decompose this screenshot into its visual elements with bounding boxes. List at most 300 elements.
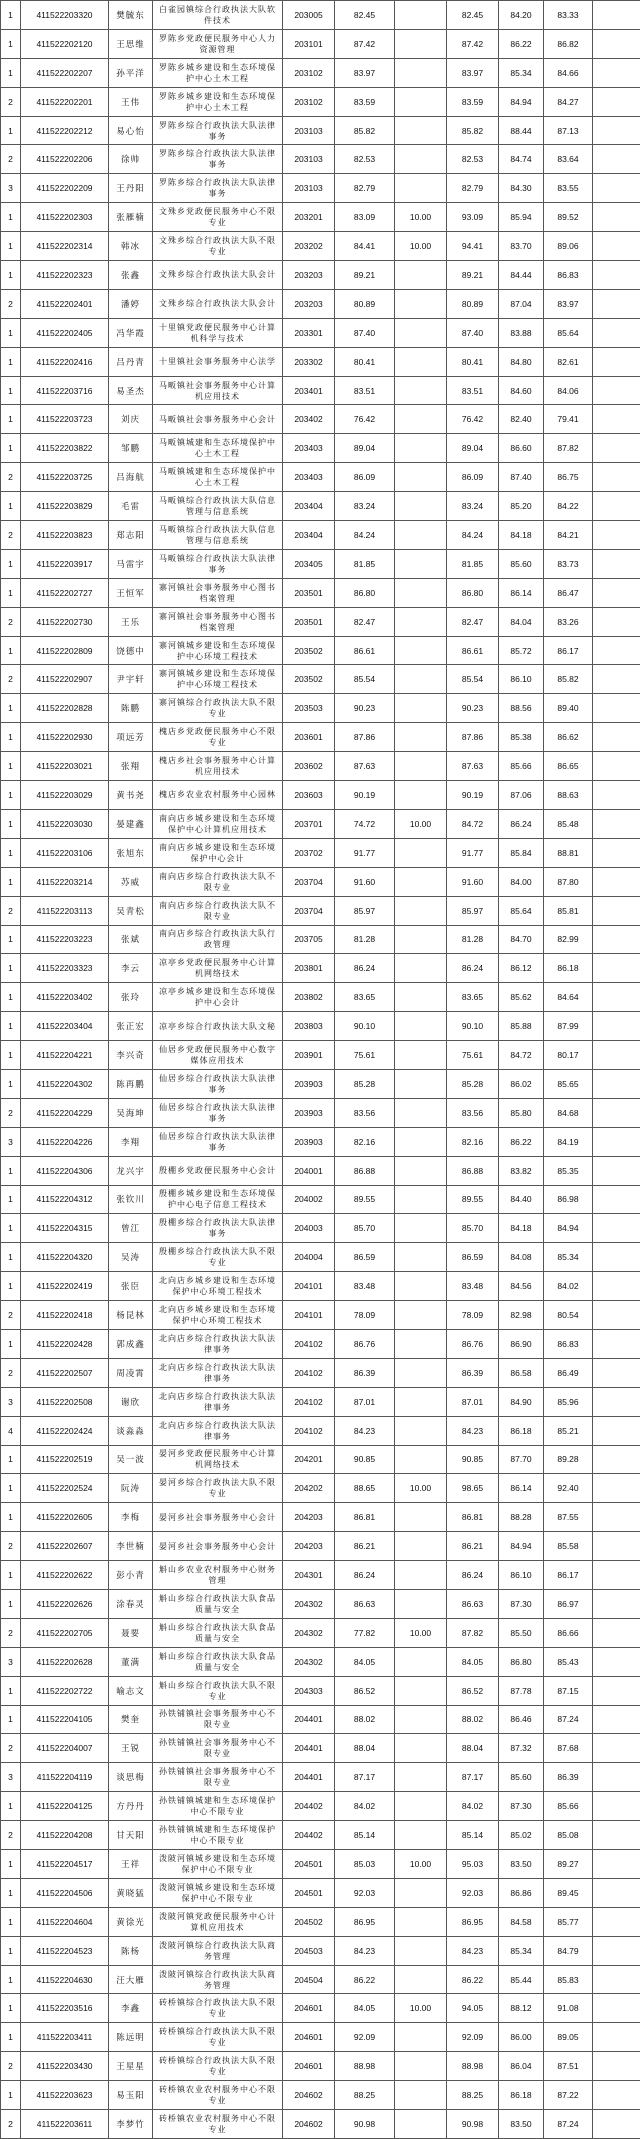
written-total-cell: 87.42 xyxy=(447,29,499,58)
bonus-points-cell xyxy=(395,87,447,116)
rank-cell: 1 xyxy=(1,1,21,30)
bonus-points-cell xyxy=(395,954,447,983)
remark-cell xyxy=(593,1185,640,1214)
rank-cell: 2 xyxy=(1,1734,21,1763)
interview-score-cell: 84.18 xyxy=(499,1214,544,1243)
exam-number-cell: 411522203402 xyxy=(21,983,109,1012)
exam-number-cell: 411522204306 xyxy=(21,1156,109,1185)
position-code-cell: 203101 xyxy=(283,29,335,58)
interview-score-cell: 84.58 xyxy=(499,1907,544,1936)
position-code-cell: 203903 xyxy=(283,1127,335,1156)
position-code-cell: 203103 xyxy=(283,174,335,203)
written-score-cell: 83.24 xyxy=(335,492,395,521)
position-cell: 仙居乡党政便民服务中心数字媒体应用技术 xyxy=(153,1041,283,1070)
position-code-cell: 204203 xyxy=(283,1532,335,1561)
written-score-cell: 82.45 xyxy=(335,1,395,30)
exam-number-cell: 411522202730 xyxy=(21,607,109,636)
remark-cell xyxy=(593,1936,640,1965)
position-code-cell: 203901 xyxy=(283,1041,335,1070)
remark-cell xyxy=(593,1041,640,1070)
rank-cell: 1 xyxy=(1,2081,21,2110)
position-code-cell: 203502 xyxy=(283,665,335,694)
written-total-cell: 85.54 xyxy=(447,665,499,694)
final-score-cell: 84.79 xyxy=(544,1936,593,1965)
bonus-points-cell xyxy=(395,174,447,203)
final-score-cell: 80.54 xyxy=(544,1301,593,1330)
written-total-cell: 94.41 xyxy=(447,232,499,261)
rank-cell: 1 xyxy=(1,1589,21,1618)
position-code-cell: 203501 xyxy=(283,607,335,636)
interview-score-cell: 86.18 xyxy=(499,2081,544,2110)
name-cell: 李鑫 xyxy=(109,1994,153,2023)
written-score-cell: 87.40 xyxy=(335,318,395,347)
position-code-cell: 203903 xyxy=(283,1069,335,1098)
interview-score-cell: 85.20 xyxy=(499,492,544,521)
written-score-cell: 85.54 xyxy=(335,665,395,694)
rank-cell: 2 xyxy=(1,521,21,550)
name-cell: 易圣杰 xyxy=(109,376,153,405)
position-code-cell: 204101 xyxy=(283,1272,335,1301)
bonus-points-cell xyxy=(395,549,447,578)
table-row xyxy=(1,2081,640,2110)
bonus-points-cell: 10.00 xyxy=(395,203,447,232)
written-total-cell: 88.98 xyxy=(447,2052,499,2081)
written-total-cell: 87.40 xyxy=(447,318,499,347)
remark-cell xyxy=(593,1301,640,1330)
remark-cell xyxy=(593,347,640,376)
bonus-points-cell xyxy=(395,925,447,954)
position-cell: 砖桥镇农业农村服务中心不限专业 xyxy=(153,2110,283,2139)
written-total-cell: 87.63 xyxy=(447,752,499,781)
position-cell: 孙铁铺镇社会事务服务中心不限专业 xyxy=(153,1705,283,1734)
position-cell: 马畈镇城建和生态环境保护中心土木工程 xyxy=(153,463,283,492)
written-total-cell: 93.09 xyxy=(447,203,499,232)
interview-score-cell: 88.28 xyxy=(499,1503,544,1532)
written-total-cell: 90.10 xyxy=(447,1012,499,1041)
final-score-cell: 83.26 xyxy=(544,607,593,636)
final-score-cell: 86.49 xyxy=(544,1358,593,1387)
table-row xyxy=(1,434,640,463)
remark-cell xyxy=(593,1214,640,1243)
table-row xyxy=(1,1994,640,2023)
written-total-cell: 90.23 xyxy=(447,694,499,723)
rank-cell: 2 xyxy=(1,2110,21,2139)
written-score-cell: 82.79 xyxy=(335,174,395,203)
final-score-cell: 86.39 xyxy=(544,1763,593,1792)
bonus-points-cell xyxy=(395,1243,447,1272)
position-code-cell: 203401 xyxy=(283,376,335,405)
position-cell: 马畈镇综合行政执法大队信息管理与信息系统 xyxy=(153,521,283,550)
interview-score-cell: 85.72 xyxy=(499,636,544,665)
rank-cell: 1 xyxy=(1,58,21,87)
position-code-cell: 204102 xyxy=(283,1416,335,1445)
table-row xyxy=(1,463,640,492)
position-code-cell: 204004 xyxy=(283,1243,335,1272)
position-cell: 仙居乡综合行政执法大队法律事务 xyxy=(153,1127,283,1156)
position-cell: 十里镇社会事务服务中心法学 xyxy=(153,347,283,376)
rank-cell: 1 xyxy=(1,347,21,376)
remark-cell xyxy=(593,954,640,983)
rank-cell: 1 xyxy=(1,1243,21,1272)
table-row xyxy=(1,347,640,376)
remark-cell xyxy=(593,58,640,87)
rank-cell: 1 xyxy=(1,636,21,665)
exam-number-cell: 411522202607 xyxy=(21,1532,109,1561)
rank-cell: 1 xyxy=(1,1069,21,1098)
written-score-cell: 86.63 xyxy=(335,1589,395,1618)
name-cell: 王伟 xyxy=(109,87,153,116)
final-score-cell: 85.64 xyxy=(544,318,593,347)
name-cell: 谈淼淼 xyxy=(109,1416,153,1445)
remark-cell xyxy=(593,1792,640,1821)
position-cell: 晏河乡社会事务服务中心会计 xyxy=(153,1532,283,1561)
rank-cell: 2 xyxy=(1,1098,21,1127)
interview-score-cell: 86.46 xyxy=(499,1705,544,1734)
position-code-cell: 204001 xyxy=(283,1156,335,1185)
table-row xyxy=(1,781,640,810)
interview-score-cell: 85.66 xyxy=(499,752,544,781)
bonus-points-cell xyxy=(395,694,447,723)
remark-cell xyxy=(593,1878,640,1907)
rank-cell: 1 xyxy=(1,2023,21,2052)
written-total-cell: 83.56 xyxy=(447,1098,499,1127)
exam-number-cell: 411522203411 xyxy=(21,2023,109,2052)
remark-cell xyxy=(593,1821,640,1850)
position-code-cell: 203405 xyxy=(283,549,335,578)
rank-cell: 2 xyxy=(1,896,21,925)
name-cell: 毛雷 xyxy=(109,492,153,521)
bonus-points-cell: 10.00 xyxy=(395,1474,447,1503)
table-row xyxy=(1,87,640,116)
final-score-cell: 82.61 xyxy=(544,347,593,376)
interview-score-cell: 84.04 xyxy=(499,607,544,636)
position-cell: 凉亭乡城乡建设和生态环境保护中心会计 xyxy=(153,983,283,1012)
name-cell: 项远芳 xyxy=(109,723,153,752)
position-cell: 北向店乡综合行政执法大队法律事务 xyxy=(153,1329,283,1358)
interview-score-cell: 86.00 xyxy=(499,2023,544,2052)
final-score-cell: 86.97 xyxy=(544,1589,593,1618)
position-code-cell: 203801 xyxy=(283,954,335,983)
interview-score-cell: 84.08 xyxy=(499,1243,544,1272)
exam-number-cell: 411522204630 xyxy=(21,1965,109,1994)
position-cell: 罗陈乡城乡建设和生态环境保护中心土木工程 xyxy=(153,58,283,87)
position-code-cell: 203903 xyxy=(283,1098,335,1127)
written-total-cell: 84.23 xyxy=(447,1416,499,1445)
interview-score-cell: 86.04 xyxy=(499,2052,544,2081)
interview-score-cell: 86.18 xyxy=(499,1416,544,1445)
position-cell: 寨河镇社会事务服务中心图书档案管理 xyxy=(153,607,283,636)
position-cell: 南向店乡城乡建设和生态环境保护中心会计 xyxy=(153,838,283,867)
bonus-points-cell xyxy=(395,1012,447,1041)
table-row xyxy=(1,1185,640,1214)
exam-number-cell: 411522203516 xyxy=(21,1994,109,2023)
interview-score-cell: 87.04 xyxy=(499,289,544,318)
remark-cell xyxy=(593,2052,640,2081)
position-cell: 晏河乡社会事务服务中心会计 xyxy=(153,1503,283,1532)
name-cell: 张鑫 xyxy=(109,261,153,290)
name-cell: 晏建鑫 xyxy=(109,809,153,838)
final-score-cell: 87.68 xyxy=(544,1734,593,1763)
final-score-cell: 86.17 xyxy=(544,1561,593,1590)
position-code-cell: 203601 xyxy=(283,723,335,752)
name-cell: 郑志阳 xyxy=(109,521,153,550)
bonus-points-cell xyxy=(395,1127,447,1156)
final-score-cell: 84.64 xyxy=(544,983,593,1012)
final-score-cell: 89.28 xyxy=(544,1445,593,1474)
interview-score-cell: 88.56 xyxy=(499,694,544,723)
bonus-points-cell xyxy=(395,289,447,318)
exam-number-cell: 411522204604 xyxy=(21,1907,109,1936)
final-score-cell: 85.81 xyxy=(544,896,593,925)
position-code-cell: 203404 xyxy=(283,521,335,550)
rank-cell: 2 xyxy=(1,1821,21,1850)
final-score-cell: 85.77 xyxy=(544,1907,593,1936)
written-score-cell: 85.28 xyxy=(335,1069,395,1098)
table-row xyxy=(1,145,640,174)
position-code-cell: 204302 xyxy=(283,1589,335,1618)
written-total-cell: 87.17 xyxy=(447,1763,499,1792)
interview-score-cell: 84.40 xyxy=(499,1185,544,1214)
position-cell: 马畈镇城建和生态环境保护中心土木工程 xyxy=(153,434,283,463)
written-score-cell: 83.59 xyxy=(335,87,395,116)
exam-number-cell: 411522204007 xyxy=(21,1734,109,1763)
table-row xyxy=(1,1098,640,1127)
position-cell: 北向店乡综合行政执法大队法律事务 xyxy=(153,1358,283,1387)
rank-cell: 1 xyxy=(1,1503,21,1532)
table-row xyxy=(1,1214,640,1243)
written-score-cell: 82.16 xyxy=(335,1127,395,1156)
exam-number-cell: 411522202907 xyxy=(21,665,109,694)
interview-score-cell: 86.02 xyxy=(499,1069,544,1098)
remark-cell xyxy=(593,1416,640,1445)
written-score-cell: 85.70 xyxy=(335,1214,395,1243)
name-cell: 黄晓猛 xyxy=(109,1878,153,1907)
final-score-cell: 87.15 xyxy=(544,1676,593,1705)
remark-cell xyxy=(593,896,640,925)
interview-score-cell: 82.98 xyxy=(499,1301,544,1330)
written-score-cell: 83.65 xyxy=(335,983,395,1012)
remark-cell xyxy=(593,1532,640,1561)
final-score-cell: 89.45 xyxy=(544,1878,593,1907)
bonus-points-cell xyxy=(395,116,447,145)
interview-score-cell: 84.18 xyxy=(499,521,544,550)
interview-score-cell: 85.60 xyxy=(499,1763,544,1792)
written-score-cell: 86.88 xyxy=(335,1156,395,1185)
final-score-cell: 85.83 xyxy=(544,1965,593,1994)
table-row xyxy=(1,1474,640,1503)
name-cell: 邹鹏 xyxy=(109,434,153,463)
written-score-cell: 86.24 xyxy=(335,1561,395,1590)
interview-score-cell: 87.40 xyxy=(499,463,544,492)
final-score-cell: 83.64 xyxy=(544,145,593,174)
position-cell: 斛山乡综合行政执法大队食品质量与安全 xyxy=(153,1618,283,1647)
interview-score-cell: 86.10 xyxy=(499,665,544,694)
bonus-points-cell xyxy=(395,2081,447,2110)
written-score-cell: 83.09 xyxy=(335,203,395,232)
position-cell: 殷棚乡党政便民服务中心会计 xyxy=(153,1156,283,1185)
remark-cell xyxy=(593,1676,640,1705)
interview-score-cell: 87.30 xyxy=(499,1589,544,1618)
written-score-cell: 86.59 xyxy=(335,1243,395,1272)
table-row xyxy=(1,289,640,318)
bonus-points-cell xyxy=(395,463,447,492)
rank-cell: 2 xyxy=(1,665,21,694)
exam-number-cell: 411522204315 xyxy=(21,1214,109,1243)
position-code-cell: 204401 xyxy=(283,1763,335,1792)
written-total-cell: 90.85 xyxy=(447,1445,499,1474)
name-cell: 陈再鹏 xyxy=(109,1069,153,1098)
final-score-cell: 89.52 xyxy=(544,203,593,232)
rank-cell: 1 xyxy=(1,925,21,954)
written-score-cell: 83.97 xyxy=(335,58,395,87)
position-code-cell: 204602 xyxy=(283,2081,335,2110)
remark-cell xyxy=(593,925,640,954)
exam-number-cell: 411522203723 xyxy=(21,405,109,434)
table-row xyxy=(1,1272,640,1301)
final-score-cell: 87.55 xyxy=(544,1503,593,1532)
written-total-cell: 82.16 xyxy=(447,1127,499,1156)
bonus-points-cell xyxy=(395,1561,447,1590)
table-row xyxy=(1,1965,640,1994)
remark-cell xyxy=(593,1734,640,1763)
final-score-cell: 85.35 xyxy=(544,1156,593,1185)
table-row xyxy=(1,983,640,1012)
rank-cell: 1 xyxy=(1,1272,21,1301)
position-cell: 罗陈乡城乡建设和生态环境保护中心土木工程 xyxy=(153,87,283,116)
name-cell: 吕丹青 xyxy=(109,347,153,376)
remark-cell xyxy=(593,289,640,318)
remark-cell xyxy=(593,665,640,694)
table-row xyxy=(1,838,640,867)
exam-number-cell: 411522202207 xyxy=(21,58,109,87)
position-code-cell: 203702 xyxy=(283,838,335,867)
bonus-points-cell xyxy=(395,1821,447,1850)
interview-score-cell: 85.64 xyxy=(499,896,544,925)
final-score-cell: 86.17 xyxy=(544,636,593,665)
written-score-cell: 91.77 xyxy=(335,838,395,867)
written-score-cell: 86.80 xyxy=(335,578,395,607)
remark-cell xyxy=(593,376,640,405)
name-cell: 甘天阳 xyxy=(109,1821,153,1850)
rank-cell: 1 xyxy=(1,1907,21,1936)
rank-cell: 1 xyxy=(1,867,21,896)
remark-cell xyxy=(593,636,640,665)
remark-cell xyxy=(593,1243,640,1272)
written-total-cell: 84.05 xyxy=(447,1647,499,1676)
written-score-cell: 88.98 xyxy=(335,2052,395,2081)
bonus-points-cell xyxy=(395,1907,447,1936)
written-total-cell: 87.82 xyxy=(447,1618,499,1647)
name-cell: 王祥 xyxy=(109,1850,153,1879)
bonus-points-cell xyxy=(395,1878,447,1907)
position-cell: 寨河镇社会事务服务中心图书档案管理 xyxy=(153,578,283,607)
rank-cell: 2 xyxy=(1,1618,21,1647)
final-score-cell: 84.22 xyxy=(544,492,593,521)
name-cell: 李兴奇 xyxy=(109,1041,153,1070)
bonus-points-cell xyxy=(395,29,447,58)
interview-score-cell: 85.50 xyxy=(499,1618,544,1647)
bonus-points-cell xyxy=(395,261,447,290)
interview-score-cell: 86.10 xyxy=(499,1561,544,1590)
bonus-points-cell xyxy=(395,405,447,434)
written-total-cell: 94.05 xyxy=(447,1994,499,2023)
bonus-points-cell xyxy=(395,1734,447,1763)
position-code-cell: 204401 xyxy=(283,1734,335,1763)
written-total-cell: 75.61 xyxy=(447,1041,499,1070)
written-score-cell: 91.60 xyxy=(335,867,395,896)
name-cell: 王恒军 xyxy=(109,578,153,607)
final-score-cell: 84.27 xyxy=(544,87,593,116)
bonus-points-cell xyxy=(395,1185,447,1214)
name-cell: 樊毓东 xyxy=(109,1,153,30)
rank-cell: 1 xyxy=(1,549,21,578)
written-total-cell: 91.77 xyxy=(447,838,499,867)
exam-number-cell: 411522202828 xyxy=(21,694,109,723)
bonus-points-cell xyxy=(395,1,447,30)
remark-cell xyxy=(593,838,640,867)
interview-score-cell: 85.34 xyxy=(499,1936,544,1965)
position-code-cell: 204301 xyxy=(283,1561,335,1590)
written-total-cell: 86.61 xyxy=(447,636,499,665)
table-row xyxy=(1,1127,640,1156)
exam-number-cell: 411522202626 xyxy=(21,1589,109,1618)
remark-cell xyxy=(593,983,640,1012)
name-cell: 吴涛 xyxy=(109,1243,153,1272)
exam-number-cell: 411522204517 xyxy=(21,1850,109,1879)
table-row xyxy=(1,492,640,521)
written-score-cell: 92.03 xyxy=(335,1878,395,1907)
bonus-points-cell xyxy=(395,145,447,174)
table-row xyxy=(1,232,640,261)
written-score-cell: 86.52 xyxy=(335,1676,395,1705)
rank-cell: 1 xyxy=(1,203,21,232)
interview-score-cell: 83.70 xyxy=(499,232,544,261)
written-score-cell: 82.53 xyxy=(335,145,395,174)
interview-score-cell: 86.58 xyxy=(499,1358,544,1387)
position-cell: 泼陂河镇综合行政执法大队商务管理 xyxy=(153,1936,283,1965)
written-score-cell: 90.19 xyxy=(335,781,395,810)
table-row xyxy=(1,1676,640,1705)
exam-number-cell: 411522202524 xyxy=(21,1474,109,1503)
interview-score-cell: 86.80 xyxy=(499,1647,544,1676)
name-cell: 张钦川 xyxy=(109,1185,153,1214)
written-total-cell: 86.24 xyxy=(447,954,499,983)
table-row xyxy=(1,376,640,405)
bonus-points-cell xyxy=(395,434,447,463)
name-cell: 王乐 xyxy=(109,607,153,636)
final-score-cell: 87.24 xyxy=(544,1705,593,1734)
rank-cell: 1 xyxy=(1,781,21,810)
position-code-cell: 203302 xyxy=(283,347,335,376)
name-cell: 刘庆 xyxy=(109,405,153,434)
remark-cell xyxy=(593,1098,640,1127)
interview-score-cell: 83.50 xyxy=(499,2110,544,2139)
bonus-points-cell xyxy=(395,1329,447,1358)
table-row xyxy=(1,1792,640,1821)
table-row xyxy=(1,1358,640,1387)
written-total-cell: 86.59 xyxy=(447,1243,499,1272)
final-score-cell: 86.83 xyxy=(544,1329,593,1358)
position-cell: 砖桥镇农业农村服务中心不限专业 xyxy=(153,2081,283,2110)
exam-number-cell: 411522203323 xyxy=(21,954,109,983)
written-score-cell: 86.24 xyxy=(335,954,395,983)
exam-number-cell: 411522202314 xyxy=(21,232,109,261)
position-cell: 南向店乡综合行政执法大队不限专业 xyxy=(153,867,283,896)
name-cell: 涂春灵 xyxy=(109,1589,153,1618)
written-total-cell: 90.19 xyxy=(447,781,499,810)
remark-cell xyxy=(593,694,640,723)
rank-cell: 1 xyxy=(1,29,21,58)
